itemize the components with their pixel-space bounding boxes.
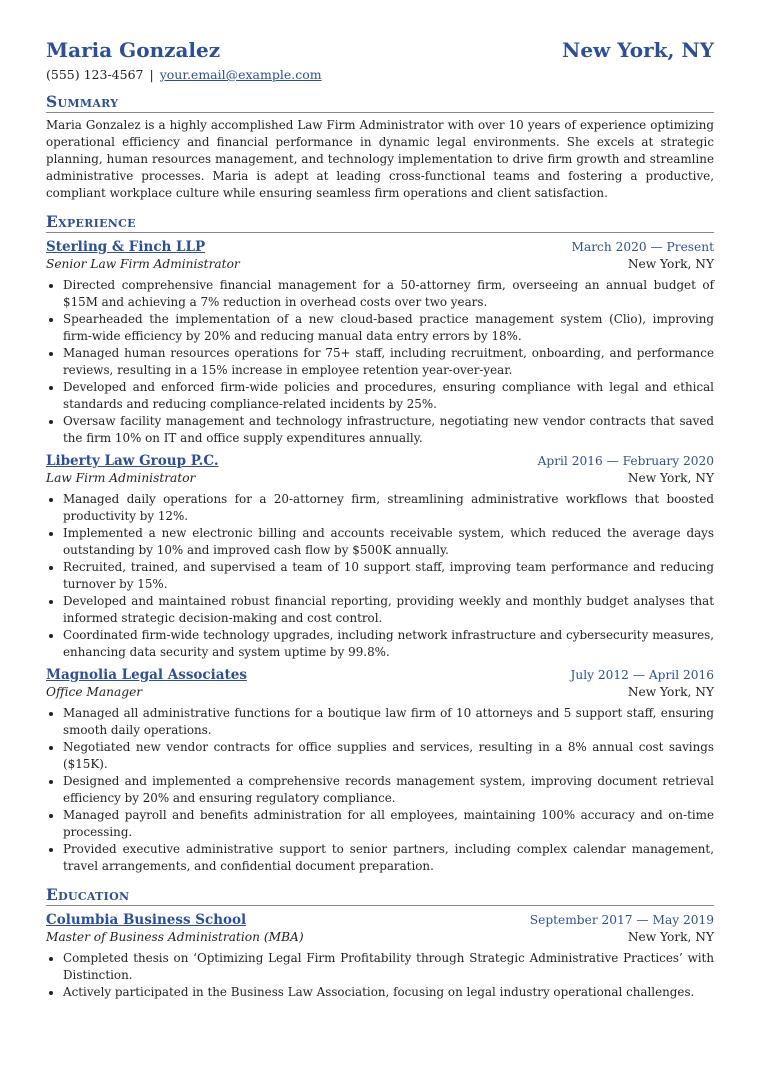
entry-header: [46, 453, 714, 469]
entry-location: New York, NY: [627, 685, 714, 699]
bullet-list: [46, 277, 714, 447]
entry-role: Master of Business Administration (MBA): [46, 930, 304, 944]
bullet-item: • Spearheaded the implementation of a new cloud-based practice management system (Clio), improving firm-wide efficiency by 20% and reducing manual data entry errors by 18%.: [63, 311, 714, 345]
bullet-item: • Completed thesis on ‘Optimizing Legal Firm Profitability through Strategic Administrative Practices’ with Distinction.: [63, 950, 714, 984]
bullet-list: [46, 950, 714, 1001]
bullet-item: • Recruited, trained, and supervised a team of 10 support staff, improving team performance and reducing turnover by 15%.: [63, 559, 714, 593]
header-location: New York, NY: [562, 38, 714, 62]
email-link[interactable]: your.email@example.com: [159, 67, 322, 82]
contact-line: [46, 67, 714, 82]
entry-header: [46, 912, 714, 928]
bullet-item: • Managed payroll and benefits administration for all employees, maintaining 100% accuracy and on-time processing.: [63, 807, 714, 841]
contact-separator: |: [149, 67, 154, 82]
entry-location: New York, NY: [627, 257, 714, 271]
bullet-item: • Managed human resources operations for 75+ staff, including recruitment, onboarding, and performance reviews, resulting in a 15% increase in employee retention year-over-year.: [63, 345, 714, 379]
entry-subheader: [46, 257, 714, 271]
bullet-item: • Directed comprehensive financial management for a 50-attorney firm, overseeing an annual budget of $15M and achieving a 7% reduction in overhead costs over two years.: [63, 277, 714, 311]
bullet-list: [46, 491, 714, 661]
entry-dates: April 2016 — February 2020: [537, 454, 714, 468]
entry-header: [46, 239, 714, 255]
experience-list: [46, 239, 714, 875]
education-list: [46, 912, 714, 1001]
candidate-name: Maria Gonzalez: [46, 38, 221, 62]
entry-location: New York, NY: [627, 471, 714, 485]
entry-subheader: [46, 471, 714, 485]
organization-name: Liberty Law Group P.C.: [46, 453, 219, 469]
entry-subheader: [46, 930, 714, 944]
education-section-title: Education: [46, 885, 714, 906]
bullet-item: • Managed daily operations for a 20-attorney firm, streamlining administrative workflows that boosted productivity by 12%.: [63, 491, 714, 525]
entry-role: Senior Law Firm Administrator: [46, 257, 240, 271]
bullet-item: • Actively participated in the Business Law Association, focusing on legal industry operational challenges.: [63, 984, 714, 1001]
education-entry: [46, 912, 714, 1001]
entry-role: Law Firm Administrator: [46, 471, 196, 485]
organization-name: Magnolia Legal Associates: [46, 667, 247, 683]
summary-text: Maria Gonzalez is a highly accomplished Law Firm Administrator with over 10 years of experience optimizing operational efficiency and financial performance in dynamic legal environments. She excels at strategic planning, human resources management, and technology implementation to drive firm growth and streamline administrative processes. Maria is adept at leading cross-functional teams and fostering a productive, compliant workplace culture while ensuring seamless firm operations and client satisfaction.: [46, 118, 714, 200]
experience-entry: [46, 239, 714, 447]
entry-header: [46, 667, 714, 683]
phone-number: (555) 123-4567: [46, 67, 144, 82]
experience-entry: [46, 453, 714, 661]
organization-name: Sterling & Finch LLP: [46, 239, 206, 255]
entry-location: New York, NY: [627, 930, 714, 944]
entry-subheader: [46, 685, 714, 699]
entry-dates: March 2020 — Present: [571, 240, 714, 254]
bullet-item: • Designed and implemented a comprehensive records management system, improving document retrieval efficiency by 20% and ensuring regulatory compliance.: [63, 773, 714, 807]
header: [46, 38, 714, 62]
bullet-item: • Developed and maintained robust financial reporting, providing weekly and monthly budget analyses that informed strategic decision-making and cost control.: [63, 593, 714, 627]
entry-role: Office Manager: [46, 685, 143, 699]
bullet-list: [46, 705, 714, 875]
bullet-item: • Managed all administrative functions for a boutique law firm of 10 attorneys and 5 support staff, ensuring smooth daily operations.: [63, 705, 714, 739]
experience-entry: [46, 667, 714, 875]
bullet-item: • Coordinated firm-wide technology upgrades, including network infrastructure and cybersecurity measures, enhancing data security and system uptime by 99.8%.: [63, 627, 714, 661]
summary-section-title: Summary: [46, 92, 714, 113]
bullet-item: • Oversaw facility management and technology infrastructure, negotiating new vendor contracts that saved the firm 10% on IT and office supply expenditures annually.: [63, 413, 714, 447]
entry-dates: September 2017 — May 2019: [529, 913, 714, 927]
bullet-item: • Implemented a new electronic billing and accounts receivable system, which reduced the average days outstanding by 10% and improved cash flow by $500K annually.: [63, 525, 714, 559]
bullet-item: • Developed and enforced firm-wide policies and procedures, ensuring compliance with legal and ethical standards and reducing compliance-related incidents by 25%.: [63, 379, 714, 413]
experience-section-title: Experience: [46, 212, 714, 233]
entry-dates: July 2012 — April 2016: [570, 668, 714, 682]
organization-name: Columbia Business School: [46, 912, 247, 928]
bullet-item: • Negotiated new vendor contracts for office supplies and services, resulting in a 8% annual cost savings ($15K).: [63, 739, 714, 773]
bullet-item: • Provided executive administrative support to senior partners, including complex calendar management, travel arrangements, and confidential document preparation.: [63, 841, 714, 875]
